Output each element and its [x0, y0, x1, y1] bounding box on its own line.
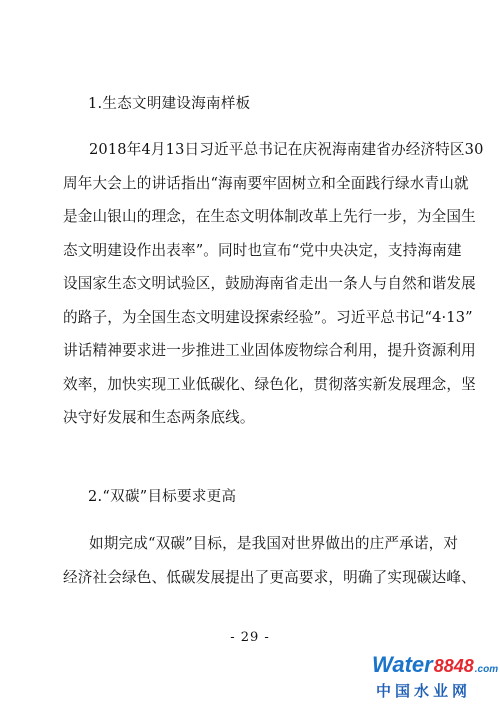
paragraph-line: 如期完成“双碳”目标，是我国对世界做出的庄严承诺，对 — [89, 535, 459, 552]
watermark-brand-suffix: .com — [474, 664, 499, 675]
paragraph-line: 态文明建设作出表率”。同时也宣布“党中央决定，支持海南建 — [63, 241, 462, 259]
watermark-brand — [372, 652, 498, 678]
section-heading-2: 2.“双碳”目标要求更高 — [88, 489, 237, 505]
page-number: - 29 - — [230, 630, 270, 645]
paragraph-line: 讲话精神要求进一步推进工业固体废物综合利用，提升资源利用 — [63, 342, 476, 359]
paragraph-line: 设国家生态文明试验区，鼓励海南省走出一条人与自然和谐发展 — [63, 275, 476, 292]
paragraph-line: 2018年4月13日习近平总书记在庆祝海南建省办经济特区30 — [89, 141, 484, 158]
paragraph-line: 是金山银山的理念，在生态文明体制改革上先行一步，为全国生 — [63, 208, 476, 225]
watermark-brand-cn: 中国水业网 — [376, 682, 472, 700]
section-heading-1: 1.生态文明建设海南样板 — [88, 96, 251, 112]
watermark-brand-word: Water — [372, 652, 433, 677]
paragraph-line: 周年大会上的讲话指出“海南要牢固树立和全面践行绿水青山就 — [63, 174, 469, 192]
paragraph-line: 决守好发展和生态两条底线。 — [63, 409, 255, 426]
paragraph-line: 经济社会绿色、低碳发展提出了更高要求，明确了实现碳达峰、 — [63, 568, 476, 586]
paragraph-line: 效率，加快实现工业低碳化、绿色化，贯彻落实新发展理念，坚 — [63, 375, 476, 393]
paragraph-1 — [63, 133, 484, 435]
paragraph-line: 的路子，为全国生态文明建设探索经验”。习近平总书记“4·13” — [63, 308, 473, 326]
watermark-brand-number: 8848 — [433, 656, 474, 676]
paragraph-2 — [63, 527, 476, 594]
watermark-logo — [372, 652, 499, 704]
